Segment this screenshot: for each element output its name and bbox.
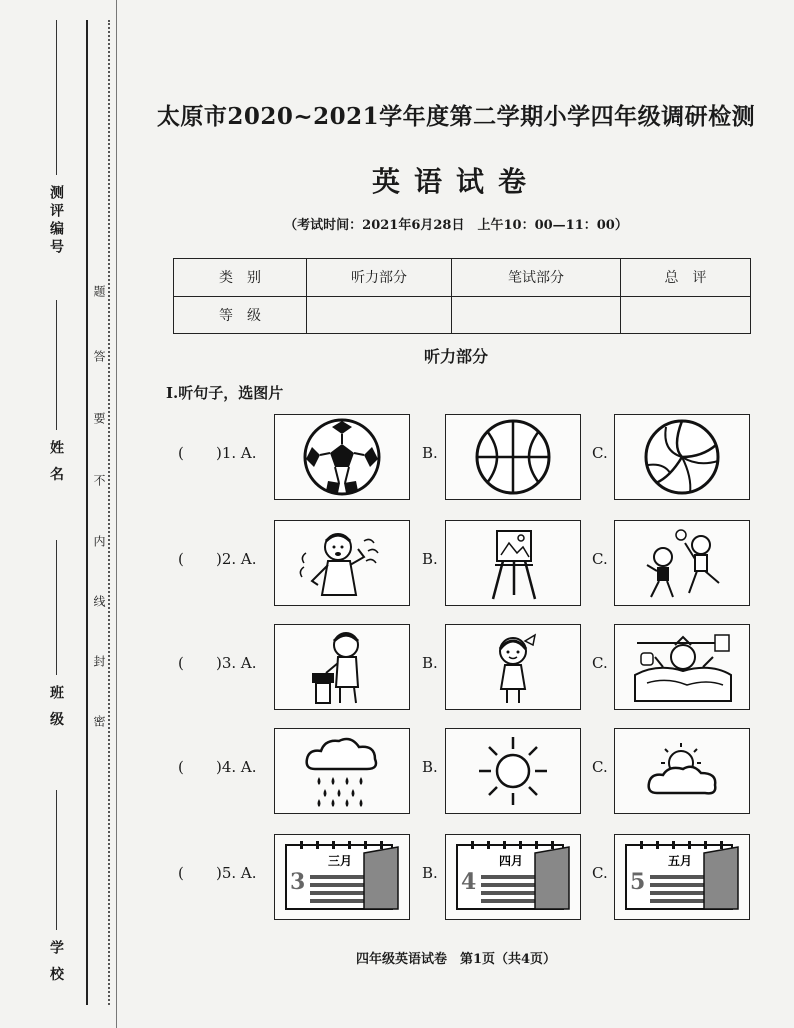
exam-title: 太原市2020~2021学年度第二学期小学四年级调研检测	[156, 103, 756, 130]
answer-paren[interactable]: (	[178, 864, 184, 882]
grade-cell-listening[interactable]	[307, 296, 452, 334]
sun-icon	[473, 731, 553, 811]
kids-playing-icon	[627, 523, 737, 603]
option-a-calendar-march[interactable]	[274, 834, 410, 920]
option-c-calendar-may[interactable]	[614, 834, 750, 920]
seal-char: 封	[92, 655, 106, 667]
part-heading: Ⅰ.听句子，选图片	[166, 384, 284, 402]
page-footer: 四年级英语试卷 第1页（共4页）	[355, 952, 557, 967]
girl-in-bed-icon	[627, 627, 737, 707]
question-number: )3. A.	[216, 654, 257, 672]
grade-header-total: 总 评	[621, 259, 751, 297]
soccer-ball-icon	[302, 417, 382, 497]
grade-header-category: 类 别	[174, 259, 307, 297]
answer-paren[interactable]: (	[178, 654, 184, 672]
option-c-girl-in-bed[interactable]	[614, 624, 750, 710]
option-a-rainy[interactable]	[274, 728, 410, 814]
rain-cloud-icon	[297, 731, 387, 811]
field-line-class	[56, 540, 57, 675]
boy-singing-icon	[282, 523, 402, 603]
answer-paren[interactable]: (	[178, 444, 184, 462]
option-b-label: B.	[422, 864, 438, 882]
easel-icon	[473, 523, 553, 603]
question-number: )2. A.	[216, 550, 257, 568]
option-b-calendar-april[interactable]	[445, 834, 581, 920]
calendar-big-digit: 4	[461, 869, 477, 895]
option-c-label: C.	[592, 550, 608, 568]
grade-header-listening: 听力部分	[307, 259, 452, 297]
seal-char: 不	[92, 474, 106, 486]
calendar-icon	[620, 839, 744, 915]
grade-table	[173, 258, 751, 334]
answer-paren[interactable]: (	[178, 550, 184, 568]
grade-header-writing: 笔试部分	[452, 259, 621, 297]
question-row	[172, 520, 762, 608]
binding-line-right	[116, 0, 117, 1028]
question-row	[172, 834, 762, 922]
exam-page	[118, 0, 794, 1028]
volleyball-icon	[642, 417, 722, 497]
question-number: )5. A.	[216, 864, 257, 882]
basketball-icon	[473, 417, 553, 497]
field-line-name	[56, 300, 57, 430]
option-b-label: B.	[422, 654, 438, 672]
partly-cloudy-icon	[637, 731, 727, 811]
question-row	[172, 624, 762, 712]
exam-time: （考试时间：2021年6月28日 上午10：00—11：00）	[284, 218, 628, 233]
exam-subtitle: 英语试卷	[371, 165, 540, 198]
binding-line-solid	[86, 20, 88, 1005]
option-b-sunny[interactable]	[445, 728, 581, 814]
option-c-label: C.	[592, 654, 608, 672]
calendar-month-label: 三月	[328, 854, 353, 868]
answer-paren[interactable]: (	[178, 758, 184, 776]
calendar-icon	[451, 839, 575, 915]
seal-char: 答	[92, 350, 106, 362]
option-b-basketball[interactable]	[445, 414, 581, 500]
option-c-kids-playing[interactable]	[614, 520, 750, 606]
grade-label-level: 等 级	[174, 296, 307, 334]
calendar-month-label: 五月	[668, 854, 693, 868]
option-c-label: C.	[592, 758, 608, 776]
option-c-label: C.	[592, 864, 608, 882]
field-line-school	[56, 790, 57, 930]
option-a-boy-singing[interactable]	[274, 520, 410, 606]
grade-cell-total[interactable]	[621, 296, 751, 334]
calendar-icon	[280, 839, 404, 915]
option-a-soccer-ball[interactable]	[274, 414, 410, 500]
binding-margin	[0, 0, 115, 1028]
field-label-school: 学 校	[48, 940, 64, 985]
girl-standing-icon	[473, 627, 553, 707]
boy-washing-icon	[302, 627, 382, 707]
calendar-big-digit: 5	[630, 869, 646, 895]
option-c-label: C.	[592, 444, 608, 462]
section-title: 听力部分	[423, 347, 488, 366]
seal-char: 题	[92, 285, 106, 297]
seal-char: 线	[92, 595, 106, 607]
option-a-boy-washing[interactable]	[274, 624, 410, 710]
binding-line-dotted	[108, 20, 110, 1005]
question-number: )4. A.	[216, 758, 257, 776]
option-b-girl-standing[interactable]	[445, 624, 581, 710]
question-row	[172, 728, 762, 816]
calendar-month-label: 四月	[499, 854, 524, 868]
question-row	[172, 414, 762, 502]
field-line-id	[56, 20, 57, 175]
field-label-class: 班 级	[48, 685, 64, 730]
field-label-id: 测评编号	[48, 185, 64, 257]
question-number: )1. A.	[216, 444, 257, 462]
seal-char: 密	[92, 715, 106, 727]
field-label-name: 姓 名	[48, 440, 64, 485]
option-b-easel-painting[interactable]	[445, 520, 581, 606]
option-b-label: B.	[422, 550, 438, 568]
grade-cell-writing[interactable]	[452, 296, 621, 334]
option-c-cloudy[interactable]	[614, 728, 750, 814]
option-b-label: B.	[422, 758, 438, 776]
seal-char: 要	[92, 412, 106, 424]
seal-char: 内	[92, 535, 106, 547]
option-c-volleyball[interactable]	[614, 414, 750, 500]
calendar-big-digit: 3	[290, 869, 306, 895]
option-b-label: B.	[422, 444, 438, 462]
